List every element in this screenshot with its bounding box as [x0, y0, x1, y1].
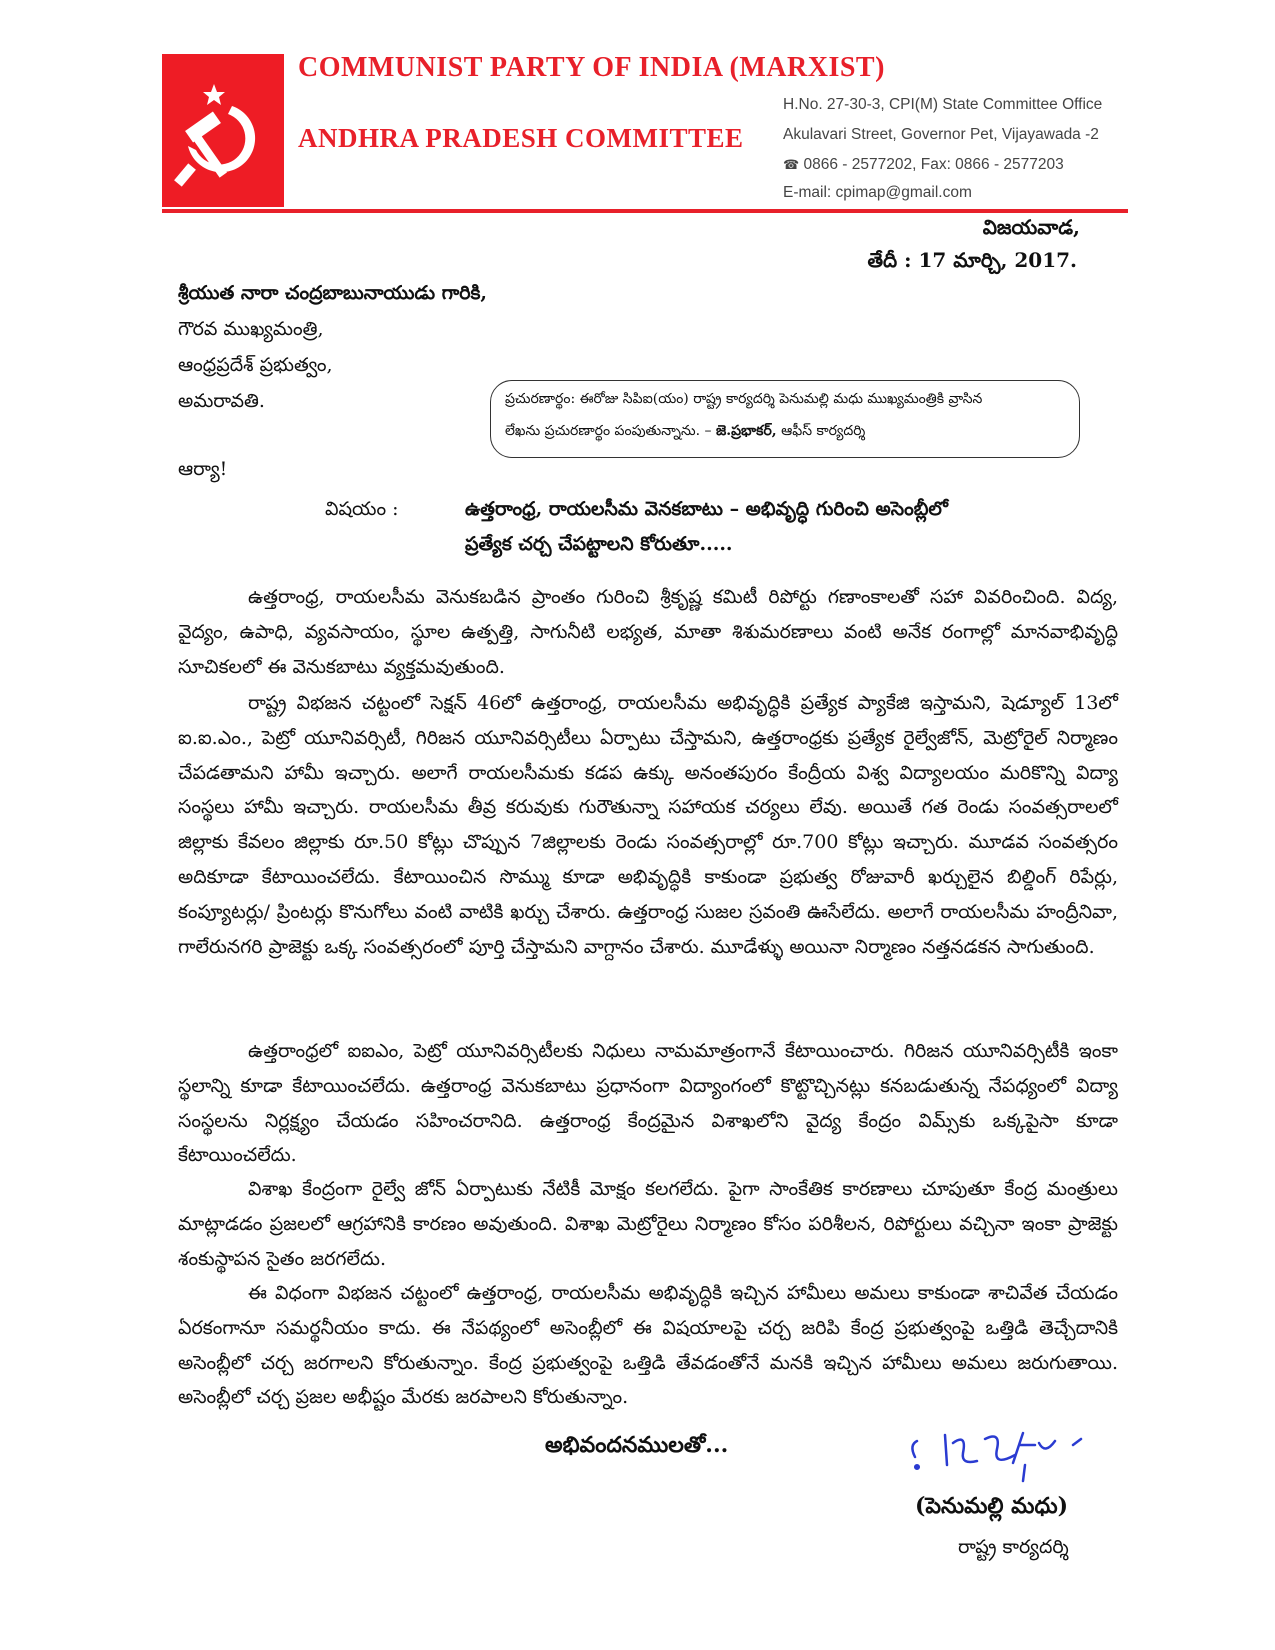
- phone-line: [783, 156, 1064, 174]
- recipient-government: ఆంధ్రప్రదేశ్ ప్రభుత్వం,: [178, 354, 333, 376]
- org-committee: ANDHRA PRADESH COMMITTEE: [298, 123, 744, 153]
- body-paragraph-5: ఈ విధంగా విభజన చట్టంలో ఉత్తరాంధ్ర, రాయలసీమ అభివృద్ధికి ఇచ్చిన హామీలు అమలు కాకుండా శాచివేత చేయడం ఏరకంగానూ సమర్థనీయం కాదు. ఈ నేపథ్యంలో అసెంబ్లీలో ఈ విషయాలపై చర్చ జరిపి కేంద్ర ప్రభుత్వంపై ఒత్తిడి తెచ్చేదానికి అసెంబ్లీలో చర్చ జరగాలని కోరుతున్నాం. కేంద్ర ప్రభుత్వంపై ఒత్తిడి తేవడంతోనే మనకి ఇచ్చిన హామీలు అమలు జరుగుతాయి. అసెంబ్లీలో చర్చ ప్రజల అభీష్టం మేరకు జరపాలని కోరుతున్నాం.: [178, 1282, 1118, 1409]
- recipient-city: అమరావతి.: [178, 390, 265, 412]
- press-note-text: ఈరోజు సిపిఐ(యం) రాష్ట్ర కార్యదర్శి పెనుమల్లి మధు ముఖ్యమంత్రికి వ్రాసిన: [579, 391, 983, 407]
- phone-icon: ☎: [783, 157, 800, 172]
- signatory-role: రాష్ట్ర కార్యదర్శి: [958, 1536, 1069, 1558]
- phone-text: 0866 - 2577202, Fax: 0866 - 2577203: [803, 156, 1064, 173]
- subject-line-2: ప్రత్యేక చర్చ చేపట్టాలని కోరుతూ.....: [465, 533, 733, 555]
- body-paragraph-3: ఉత్తరాంధ్రలో ఐఐఎం, పెట్రో యూనివర్సిటీలకు నిధులు నామమాత్రంగానే కేటాయించారు. గిరిజన యూనివర్సిటీకి ఇంకా స్థలాన్ని కూడా కేటాయించలేదు. ఉత్తరాంధ్ర వెనుకబాటు ప్రధానంగా విద్యాంగంలో కొట్టొచ్చినట్లు కనబడుతున్న నేపధ్యంలో విద్యా సంస్థలను నిర్లక్ష్యం చేయడం సహించరానిది. ఉత్తరాంధ్ర కేంద్రమైన విశాఖలోని వైద్య కేంద్రం విమ్స్‌కు ఒక్కపైసా కూడా కేటాయించలేదు.: [178, 1040, 1118, 1167]
- signature-image: [905, 1415, 1090, 1485]
- press-note-label: ప్రచురణార్థం:: [505, 391, 576, 407]
- press-note-text-2: లేఖను ప్రచురణార్థం పంపుతున్నాను. –: [505, 423, 712, 439]
- body-paragraph-4: విశాఖ కేంద్రంగా రైల్వే జోన్ ఏర్పాటుకు నేటికీ మోక్షం కలగలేదు. పైగా సాంకేతిక కారణాలు చూపుతూ కేంద్ర మంత్రులు మాట్లాడడం ప్రజలలో ఆగ్రహానికి కారణం అవుతుంది. విశాఖ మెట్రోరైలు నిర్మాణం కోసం పరిశీలన, రిపోర్టులు వచ్చినా ఇంకా ప్రాజెక్టు శంకుస్థాపన సైతం జరగలేదు.: [178, 1178, 1118, 1270]
- hammer-sickle-star-icon: [162, 54, 284, 207]
- press-note-sender-role: ఆఫీస్ కార్యదర్శి: [781, 423, 866, 439]
- date: తేదీ : 17 మార్చి, 2017.: [867, 248, 1077, 272]
- press-note-line-2: [505, 423, 865, 442]
- place: విజయవాడ,: [982, 215, 1080, 239]
- org-name: COMMUNIST PARTY OF INDIA (MARXIST): [298, 52, 885, 83]
- recipient-name: శ్రీయుత నారా చంద్రబాబునాయుడు గారికి,: [178, 282, 487, 304]
- address-line-1: H.No. 27-30-3, CPI(M) State Committee Office: [783, 96, 1103, 113]
- email-line: E-mail: cpimap@gmail.com: [783, 184, 972, 201]
- closing: అభివందనములతో...: [545, 1432, 729, 1458]
- subject-label: విషయం :: [325, 498, 399, 520]
- address-line-2: Akulavari Street, Governor Pet, Vijayawada -2: [783, 126, 1099, 143]
- header-rule: [162, 209, 1128, 213]
- recipient-title: గౌరవ ముఖ్యమంత్రి,: [178, 318, 324, 340]
- salutation: ఆర్యా!: [178, 458, 228, 480]
- signatory-name: (పెనుమల్లి మధు): [915, 1493, 1068, 1519]
- party-logo: [162, 54, 284, 207]
- press-note-box: [490, 380, 1080, 458]
- body-paragraph-1: ఉత్తరాంధ్ర, రాయలసీమ వెనుకబడిన ప్రాంతం గురించి శ్రీకృష్ణ కమిటీ రిపోర్టు గణాంకాలతో సహా వివరించింది. విద్య, వైద్యం, ఉపాధి, వ్యవసాయం, స్థూల ఉత్పత్తి, సాగునీటి లభ్యత, మాతా శిశుమరణాలు వంటి అనేక రంగాల్లో మానవాభివృద్ధి సూచికలలో ఈ వెనుకబాటు వ్యక్తమవుతుంది.: [178, 586, 1118, 678]
- subject-line-1: ఉత్తరాంధ్ర, రాయలసీమ వెనకబాటు – అభివృద్ధి గురించి అసెంబ్లీలో: [465, 498, 948, 520]
- press-note-sender: జె.ప్రభాకర్,: [715, 423, 777, 439]
- press-note-line-1: [505, 391, 982, 410]
- body-paragraph-2: రాష్ట్ర విభజన చట్టంలో సెక్షన్ 46లో ఉత్తరాంధ్ర, రాయలసీమ అభివృద్ధికి ప్రత్యేక ప్యాకేజి ఇస్తామని, షెడ్యూల్ 13లో ఐ.ఐ.ఎం., పెట్రో యూనివర్సిటీ, గిరిజన యూనివర్సిటీలు ఏర్పాటు చేస్తామని, ఉత్తరాంధ్రకు ప్రత్యేక రైల్వేజోన్, మెట్రోరైల్ నిర్మాణం చేపడతామని హామీ ఇచ్చారు. అలాగే రాయలసీమకు కడప ఉక్కు అనంతపురం కేంద్రీయ విశ్వ విద్యాలయం మరికొన్ని విద్యా సంస్థలు హామీ ఇచ్చారు. రాయలసీమ తీవ్ర కరువుకు గురౌతున్నా సహాయక చర్యలు లేవు. అయితే గత రెండు సంవత్సరాలలో జిల్లాకు కేవలం జిల్లాకు రూ.50 కోట్లు చొప్పున 7జిల్లాలకు రెండు సంవత్సరాల్లో రూ.700 కోట్లు ఇచ్చారు. మూడవ సంవత్సరం అదికూడా కేటాయించలేదు. కేటాయించిన సొమ్ము కూడా అభివృద్ధికి కాకుండా ప్రభుత్వ రోజువారీ ఖర్చులైన బిల్డింగ్ రిపేర్లు, కంప్యూటర్లు/ ప్రింటర్లు కొనుగోలు వంటి వాటికి ఖర్చు చేశారు. ఉత్తరాంధ్ర సుజల స్రవంతి ఊసేలేదు. అలాగే రాయలసీమ హంద్రీనివా, గాలేరునగరి ప్రాజెక్టు ఒక్క సంవత్సరంలో పూర్తి చేస్తామని వాగ్దానం చేశారు. మూడేళ్ళు అయినా నిర్మాణం నత్తనడకన సాగుతుంది.: [178, 692, 1118, 958]
